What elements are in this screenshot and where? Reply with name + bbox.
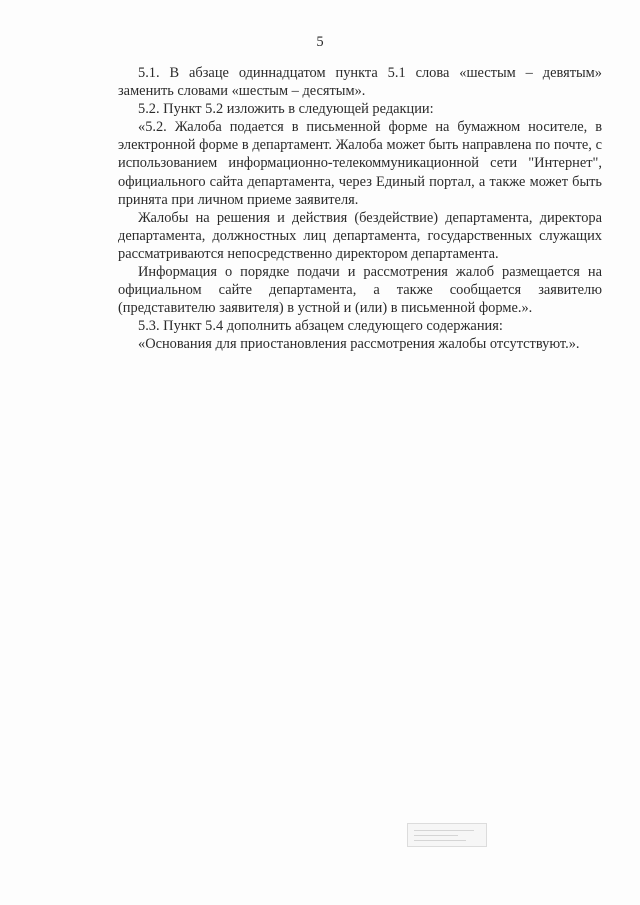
paragraph-complaints-review: Жалобы на решения и действия (бездействие) департамента, директора департамента, должностных лиц департамента, государственных служащих рассматриваются непосредственно директором департамента. (118, 209, 602, 262)
faint-stamp (407, 823, 487, 847)
stamp-line (414, 840, 466, 841)
paragraph-complaints-info: Информация о порядке подачи и рассмотрения жалоб размещается на официальном сайте департамента, а также сообщается заявителю (представителю заявителя) в устной и (или) в письменной форме.». (118, 264, 602, 317)
paragraph-5-3-text: «Основания для приостановления рассмотрения жалобы отсутствуют.». (138, 336, 580, 353)
page-number: 5 (316, 34, 324, 50)
document-body (118, 64, 602, 354)
paragraph-5-3-heading: 5.3. Пункт 5.4 дополнить абзацем следующего содержания: (138, 318, 503, 335)
stamp-line (414, 830, 474, 831)
stamp-line (414, 835, 458, 836)
paragraph-5-1: 5.1. В абзаце одиннадцатом пункта 5.1 слова «шестым – девятым» заменить словами «шестым – десятым». (118, 65, 602, 100)
paragraph-5-2-text: «5.2. Жалоба подается в письменной форме на бумажном носителе, в электронной форме в департамент. Жалоба может быть направлена по почте, с использованием информационно-телекоммуникационной сети "Интернет", официального сайта департамента, через Единый портал, а также может быть принята при личном приеме заявителя. (118, 119, 602, 208)
paragraph-5-2-heading: 5.2. Пункт 5.2 изложить в следующей редакции: (138, 101, 434, 118)
